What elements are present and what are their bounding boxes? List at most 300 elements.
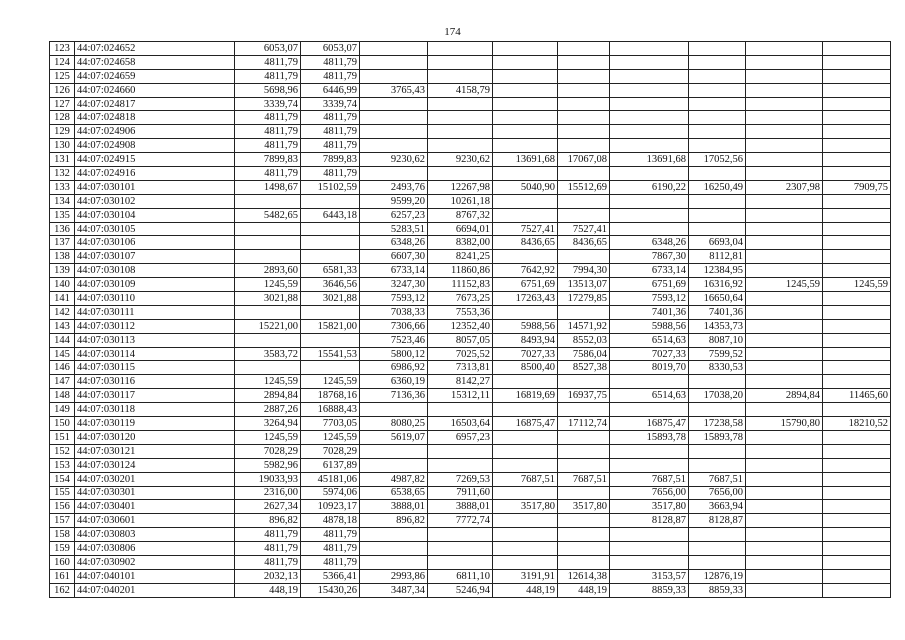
value-cell: 7911,60 [428, 486, 493, 500]
row-number-cell: 142 [50, 305, 75, 319]
table-row [50, 430, 891, 444]
cadastral-number-cell: 44:07:030104 [75, 208, 235, 222]
value-cell [360, 97, 428, 111]
row-number-cell: 149 [50, 403, 75, 417]
value-cell: 6733,14 [360, 264, 428, 278]
value-cell: 4811,79 [301, 555, 360, 569]
value-cell: 5800,12 [360, 347, 428, 361]
row-number-cell: 137 [50, 236, 75, 250]
value-cell [823, 542, 891, 556]
value-cell [360, 69, 428, 83]
value-cell: 6986,92 [360, 361, 428, 375]
value-cell: 7673,25 [428, 292, 493, 306]
value-cell [360, 542, 428, 556]
value-cell [746, 555, 823, 569]
value-cell: 3517,80 [610, 500, 689, 514]
value-cell [558, 555, 610, 569]
table-row [50, 167, 891, 181]
value-cell [689, 97, 746, 111]
value-cell [558, 514, 610, 528]
value-cell: 2894,84 [746, 389, 823, 403]
value-cell: 1245,59 [746, 278, 823, 292]
value-cell [558, 528, 610, 542]
value-cell: 12267,98 [428, 180, 493, 194]
value-cell [493, 139, 558, 153]
value-cell [558, 111, 610, 125]
value-cell [428, 403, 493, 417]
value-cell [558, 403, 610, 417]
table-row [50, 194, 891, 208]
table-row [50, 264, 891, 278]
value-cell [428, 69, 493, 83]
table-row [50, 542, 891, 556]
value-cell: 3191,91 [493, 569, 558, 583]
value-cell [360, 528, 428, 542]
value-cell [689, 194, 746, 208]
value-cell [689, 375, 746, 389]
value-cell [823, 333, 891, 347]
value-cell [823, 472, 891, 486]
row-number-cell: 134 [50, 194, 75, 208]
value-cell [360, 42, 428, 56]
value-cell [610, 194, 689, 208]
value-cell: 15312,11 [428, 389, 493, 403]
value-cell [493, 444, 558, 458]
value-cell [610, 111, 689, 125]
page-number: 174 [444, 26, 461, 38]
value-cell: 448,19 [558, 583, 610, 597]
cadastral-number-cell: 44:07:030108 [75, 264, 235, 278]
value-cell: 16875,47 [493, 417, 558, 431]
value-cell [823, 208, 891, 222]
value-cell [610, 125, 689, 139]
value-cell: 7586,04 [558, 347, 610, 361]
table-row [50, 97, 891, 111]
value-cell: 3021,88 [235, 292, 301, 306]
value-cell [689, 542, 746, 556]
value-cell [823, 444, 891, 458]
cadastral-number-cell: 44:07:024817 [75, 97, 235, 111]
value-cell [610, 55, 689, 69]
value-cell: 6694,01 [428, 222, 493, 236]
row-number-cell: 153 [50, 458, 75, 472]
table-row [50, 514, 891, 528]
value-cell [823, 69, 891, 83]
value-cell: 17067,08 [558, 153, 610, 167]
value-cell [823, 167, 891, 181]
value-cell [493, 250, 558, 264]
value-cell [610, 83, 689, 97]
cadastral-number-cell: 44:07:030803 [75, 528, 235, 542]
value-cell [493, 125, 558, 139]
value-cell [558, 486, 610, 500]
value-cell [689, 69, 746, 83]
value-cell [493, 403, 558, 417]
value-cell: 448,19 [235, 583, 301, 597]
value-cell [746, 361, 823, 375]
value-cell: 2894,84 [235, 389, 301, 403]
value-cell [558, 125, 610, 139]
value-cell: 7527,41 [493, 222, 558, 236]
value-cell: 7867,30 [610, 250, 689, 264]
row-number-cell: 135 [50, 208, 75, 222]
table-row [50, 125, 891, 139]
row-number-cell: 138 [50, 250, 75, 264]
cadastral-number-cell: 44:07:030118 [75, 403, 235, 417]
value-cell: 7313,81 [428, 361, 493, 375]
value-cell [823, 500, 891, 514]
row-number-cell: 156 [50, 500, 75, 514]
value-cell [823, 236, 891, 250]
row-number-cell: 128 [50, 111, 75, 125]
value-cell [746, 569, 823, 583]
row-number-cell: 150 [50, 417, 75, 431]
value-cell: 12384,95 [689, 264, 746, 278]
value-cell: 1498,67 [235, 180, 301, 194]
table-body [50, 42, 891, 598]
row-number-cell: 140 [50, 278, 75, 292]
cadastral-number-cell: 44:07:024908 [75, 139, 235, 153]
value-cell [428, 42, 493, 56]
value-cell: 15893,78 [610, 430, 689, 444]
value-cell [823, 194, 891, 208]
table-row [50, 83, 891, 97]
cadastral-number-cell: 44:07:030117 [75, 389, 235, 403]
value-cell: 4811,79 [301, 542, 360, 556]
value-cell: 7642,92 [493, 264, 558, 278]
value-cell: 2316,00 [235, 486, 301, 500]
value-cell: 7994,30 [558, 264, 610, 278]
value-cell [823, 458, 891, 472]
value-cell: 4811,79 [235, 125, 301, 139]
value-cell: 11860,86 [428, 264, 493, 278]
value-cell [689, 222, 746, 236]
value-cell: 6957,23 [428, 430, 493, 444]
value-cell: 3663,94 [689, 500, 746, 514]
value-cell: 4811,79 [235, 555, 301, 569]
table-row [50, 333, 891, 347]
value-cell: 7687,51 [610, 472, 689, 486]
value-cell: 4158,79 [428, 83, 493, 97]
value-cell [746, 42, 823, 56]
value-cell [823, 430, 891, 444]
value-cell [746, 194, 823, 208]
value-cell [558, 305, 610, 319]
value-cell: 4811,79 [301, 111, 360, 125]
value-cell: 12614,38 [558, 569, 610, 583]
value-cell [689, 125, 746, 139]
cadastral-number-cell: 44:07:030116 [75, 375, 235, 389]
table-row [50, 208, 891, 222]
cadastral-number-cell: 44:07:030112 [75, 319, 235, 333]
value-cell [428, 555, 493, 569]
value-cell: 15541,53 [301, 347, 360, 361]
table-row [50, 500, 891, 514]
value-cell: 7523,46 [360, 333, 428, 347]
value-cell: 15790,80 [746, 417, 823, 431]
value-cell [746, 222, 823, 236]
value-cell [360, 167, 428, 181]
value-cell: 3021,88 [301, 292, 360, 306]
value-cell: 4987,82 [360, 472, 428, 486]
value-cell [823, 569, 891, 583]
value-cell [689, 83, 746, 97]
value-cell [689, 111, 746, 125]
value-cell [823, 528, 891, 542]
value-cell [746, 97, 823, 111]
value-cell [689, 42, 746, 56]
value-cell [360, 444, 428, 458]
value-cell [746, 292, 823, 306]
value-cell [689, 139, 746, 153]
value-cell: 7027,33 [493, 347, 558, 361]
table-row [50, 583, 891, 597]
value-cell: 6514,63 [610, 389, 689, 403]
value-cell: 7401,36 [689, 305, 746, 319]
value-cell [493, 430, 558, 444]
value-cell [823, 111, 891, 125]
value-cell: 3487,34 [360, 583, 428, 597]
value-cell: 7899,83 [235, 153, 301, 167]
row-number-cell: 125 [50, 69, 75, 83]
value-cell [493, 97, 558, 111]
value-cell [428, 139, 493, 153]
value-cell: 448,19 [493, 583, 558, 597]
row-number-cell: 132 [50, 167, 75, 181]
value-cell [610, 69, 689, 83]
value-cell: 5482,65 [235, 208, 301, 222]
row-number-cell: 143 [50, 319, 75, 333]
cadastral-number-cell: 44:07:030114 [75, 347, 235, 361]
value-cell [301, 236, 360, 250]
value-cell [746, 55, 823, 69]
value-cell: 1245,59 [301, 430, 360, 444]
value-cell [746, 250, 823, 264]
value-cell [746, 542, 823, 556]
value-cell [689, 458, 746, 472]
value-cell: 8493,94 [493, 333, 558, 347]
cadastral-number-cell: 44:07:024916 [75, 167, 235, 181]
value-cell [823, 319, 891, 333]
value-cell: 5283,51 [360, 222, 428, 236]
value-cell: 18768,16 [301, 389, 360, 403]
value-cell [746, 153, 823, 167]
table-row [50, 305, 891, 319]
value-cell: 16250,49 [689, 180, 746, 194]
value-cell [746, 111, 823, 125]
value-cell: 5246,94 [428, 583, 493, 597]
value-cell [610, 444, 689, 458]
cadastral-number-cell: 44:07:030110 [75, 292, 235, 306]
row-number-cell: 131 [50, 153, 75, 167]
value-cell [493, 555, 558, 569]
cadastral-number-cell: 44:07:040101 [75, 569, 235, 583]
value-cell: 15893,78 [689, 430, 746, 444]
value-cell: 7899,83 [301, 153, 360, 167]
value-cell [235, 333, 301, 347]
value-cell [493, 542, 558, 556]
table-row [50, 319, 891, 333]
value-cell: 6733,14 [610, 264, 689, 278]
value-cell: 2887,26 [235, 403, 301, 417]
value-cell [689, 555, 746, 569]
value-cell: 15102,59 [301, 180, 360, 194]
value-cell [558, 444, 610, 458]
cadastral-number-cell: 44:07:040201 [75, 583, 235, 597]
table-row [50, 180, 891, 194]
value-cell: 18210,52 [823, 417, 891, 431]
value-cell [746, 83, 823, 97]
value-cell [558, 55, 610, 69]
value-cell: 8859,33 [689, 583, 746, 597]
value-cell [235, 194, 301, 208]
value-cell: 6607,30 [360, 250, 428, 264]
value-cell [746, 139, 823, 153]
value-cell [823, 403, 891, 417]
table-row [50, 69, 891, 83]
value-cell [428, 167, 493, 181]
value-cell [823, 347, 891, 361]
value-cell: 1245,59 [301, 375, 360, 389]
value-cell [610, 222, 689, 236]
value-cell: 6514,63 [610, 333, 689, 347]
value-cell: 4811,79 [301, 55, 360, 69]
value-cell [558, 42, 610, 56]
value-cell: 8436,65 [493, 236, 558, 250]
cadastral-number-cell: 44:07:030124 [75, 458, 235, 472]
value-cell: 3646,56 [301, 278, 360, 292]
value-cell [428, 111, 493, 125]
cadastral-number-cell: 44:07:024906 [75, 125, 235, 139]
cadastral-number-cell: 44:07:030106 [75, 236, 235, 250]
cadastral-number-cell: 44:07:030301 [75, 486, 235, 500]
value-cell [428, 97, 493, 111]
value-cell [823, 55, 891, 69]
value-cell: 5040,90 [493, 180, 558, 194]
value-cell: 8330,53 [689, 361, 746, 375]
cadastral-number-cell: 44:07:030201 [75, 472, 235, 486]
cadastral-number-cell: 44:07:024660 [75, 83, 235, 97]
value-cell: 3153,57 [610, 569, 689, 583]
value-cell: 2993,86 [360, 569, 428, 583]
value-cell [493, 69, 558, 83]
value-cell: 6053,07 [235, 42, 301, 56]
cadastral-number-cell: 44:07:030120 [75, 430, 235, 444]
value-cell [360, 55, 428, 69]
value-cell: 16888,43 [301, 403, 360, 417]
table-row [50, 236, 891, 250]
value-cell: 3888,01 [428, 500, 493, 514]
table-row [50, 555, 891, 569]
value-cell [823, 42, 891, 56]
value-cell: 16875,47 [610, 417, 689, 431]
value-cell [823, 125, 891, 139]
value-cell [610, 403, 689, 417]
table-row [50, 55, 891, 69]
value-cell [746, 333, 823, 347]
value-cell [746, 403, 823, 417]
value-cell: 2627,34 [235, 500, 301, 514]
value-cell [610, 528, 689, 542]
value-cell: 7553,36 [428, 305, 493, 319]
value-cell: 7687,51 [493, 472, 558, 486]
value-cell: 8080,25 [360, 417, 428, 431]
value-cell [301, 194, 360, 208]
value-cell: 8087,10 [689, 333, 746, 347]
value-cell: 8552,03 [558, 333, 610, 347]
value-cell: 1245,59 [823, 278, 891, 292]
value-cell: 6751,69 [610, 278, 689, 292]
value-cell: 7687,51 [689, 472, 746, 486]
table-row [50, 458, 891, 472]
value-cell: 16503,64 [428, 417, 493, 431]
value-cell [235, 361, 301, 375]
value-cell: 7593,12 [610, 292, 689, 306]
value-cell: 6538,65 [360, 486, 428, 500]
cadastral-number-cell: 44:07:030105 [75, 222, 235, 236]
value-cell [746, 486, 823, 500]
table-row [50, 347, 891, 361]
value-cell [823, 375, 891, 389]
value-cell: 5988,56 [610, 319, 689, 333]
value-cell [493, 305, 558, 319]
value-cell [746, 514, 823, 528]
value-cell: 5982,96 [235, 458, 301, 472]
value-cell [360, 458, 428, 472]
value-cell: 6348,26 [610, 236, 689, 250]
value-cell [428, 458, 493, 472]
value-cell [301, 250, 360, 264]
value-cell [235, 250, 301, 264]
row-number-cell: 133 [50, 180, 75, 194]
value-cell [235, 236, 301, 250]
value-cell: 6053,07 [301, 42, 360, 56]
value-cell [689, 444, 746, 458]
value-cell [823, 153, 891, 167]
value-cell: 8128,87 [689, 514, 746, 528]
value-cell [610, 97, 689, 111]
value-cell: 11152,83 [428, 278, 493, 292]
value-cell: 6751,69 [493, 278, 558, 292]
value-cell [746, 319, 823, 333]
table-row [50, 292, 891, 306]
value-cell [823, 583, 891, 597]
value-cell: 7527,41 [558, 222, 610, 236]
value-cell: 5366,41 [301, 569, 360, 583]
table-row [50, 528, 891, 542]
value-cell [689, 167, 746, 181]
data-table [49, 41, 891, 598]
value-cell [558, 167, 610, 181]
value-cell [746, 458, 823, 472]
row-number-cell: 148 [50, 389, 75, 403]
cadastral-number-cell: 44:07:030902 [75, 555, 235, 569]
value-cell [689, 208, 746, 222]
value-cell: 7909,75 [823, 180, 891, 194]
value-cell [558, 97, 610, 111]
value-cell: 896,82 [235, 514, 301, 528]
value-cell: 17052,56 [689, 153, 746, 167]
value-cell: 7772,74 [428, 514, 493, 528]
value-cell [493, 55, 558, 69]
value-cell [689, 403, 746, 417]
value-cell: 17263,43 [493, 292, 558, 306]
value-cell: 3264,94 [235, 417, 301, 431]
value-cell: 6137,89 [301, 458, 360, 472]
value-cell [428, 528, 493, 542]
value-cell: 6446,99 [301, 83, 360, 97]
row-number-cell: 154 [50, 472, 75, 486]
